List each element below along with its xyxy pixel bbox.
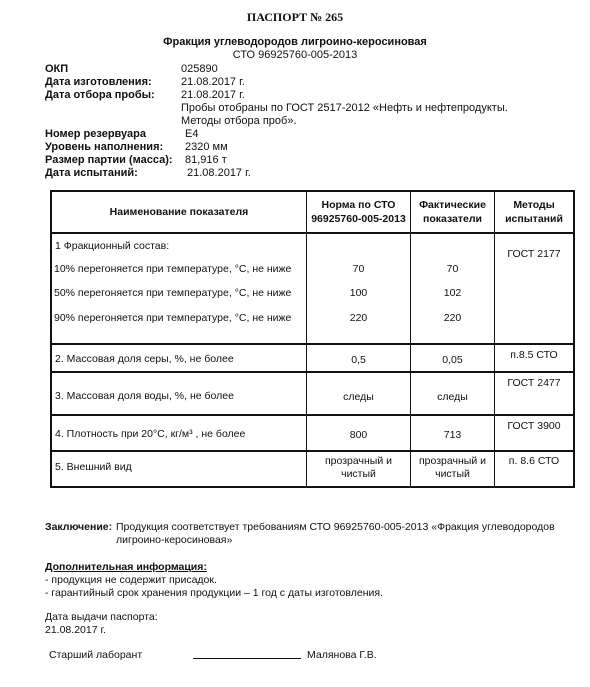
meta-label-okp: ОКП: [45, 63, 69, 75]
row2-norm-cell: [307, 344, 411, 372]
row1-sub3-fact: 220: [443, 312, 462, 324]
table-row: [51, 415, 574, 451]
row5-method-cell: [495, 451, 575, 487]
signature-line: [193, 658, 301, 659]
signature-name: Малянова Г.В.: [307, 649, 377, 661]
additional-info-item: - продукция не содержит присадок.: [45, 574, 217, 586]
conclusion-text-line1: Продукция соответствует требованиям СТО 96925760-005-2013 «Фракция углеводородов: [116, 521, 555, 533]
meta-value-okp: 025890: [181, 63, 218, 75]
header-method: [495, 191, 575, 233]
row5-norm-line2: чистый: [341, 468, 376, 480]
header-norm: [307, 191, 411, 233]
meta-value-batch-size: 81,916 т: [185, 154, 227, 166]
row3-method: ГОСТ 2477: [507, 377, 561, 389]
row1-method-cell: [495, 233, 575, 344]
row2-norm: 0,5: [351, 354, 366, 366]
header-method-line2: испытаний: [505, 213, 563, 225]
product-name: Фракция углеводородов лигроино-керосиновая: [163, 36, 427, 48]
row1-sub2-norm: 100: [349, 287, 368, 299]
row3-fact: следы: [437, 391, 468, 403]
issue-date-label: Дата выдачи паспорта:: [45, 611, 158, 623]
row5-name-cell: [51, 451, 307, 487]
row3-norm-cell: [307, 372, 411, 415]
header-fact-line2: показатели: [422, 213, 482, 225]
meta-value-fill-level: 2320 мм: [185, 141, 228, 153]
signature-position: Старший лаборант: [49, 649, 143, 661]
header-norm-line2: 96925760-005-2013: [311, 213, 406, 225]
passport-title: ПАСПОРТ № 265: [246, 10, 344, 24]
row1-title: 1 Фракционный состав:: [55, 240, 170, 252]
row1-fact-cell: [411, 233, 495, 344]
row1-sub3-name: 90% перегоняется при температуре, °С, не ниже: [54, 312, 292, 324]
header-norm-line1: Норма по СТО: [321, 199, 396, 211]
meta-value-manufacture-date: 21.08.2017 г.: [181, 76, 245, 88]
row4-method-cell: [495, 415, 575, 451]
row3-fact-cell: [411, 372, 495, 415]
row1-sub2-name: 50% перегоняется при температуре, °С, не ниже: [54, 287, 292, 299]
row5-norm-cell: [307, 451, 411, 487]
header-fact-line1: Фактические: [419, 199, 486, 211]
conclusion-label: Заключение:: [45, 521, 113, 533]
meta-label-fill-level: Уровень наполнения:: [45, 141, 164, 153]
row3-method-cell: [495, 372, 575, 415]
row1-sub3-norm: 220: [349, 312, 368, 324]
row1-method: ГОСТ 2177: [507, 248, 561, 260]
product-standard: СТО 96925760-005-2013: [232, 49, 358, 61]
meta-sampling-note-1: Пробы отобраны по ГОСТ 2517-2012 «Нефть и нефтепродукты.: [181, 102, 508, 114]
row2-fact-cell: [411, 344, 495, 372]
row4-fact: 713: [443, 429, 462, 441]
row5-fact-line2: чистый: [435, 468, 470, 480]
meta-label-sample-date: Дата отбора пробы:: [45, 89, 155, 101]
meta-value-test-date: 21.08.2017 г.: [187, 167, 251, 179]
row3-name-cell: [51, 372, 307, 415]
row4-norm: 800: [349, 429, 368, 441]
row4-norm-cell: [307, 415, 411, 451]
row2-fact: 0,05: [442, 354, 463, 366]
table-row: [51, 451, 574, 487]
row2-method-cell: [495, 344, 575, 372]
conclusion-text-line2: лигроино-керосиновая»: [116, 534, 233, 546]
header-method-line1: Методы: [513, 199, 555, 211]
row1-norm-cell: [307, 233, 411, 344]
meta-value-tank: Е4: [185, 128, 199, 140]
row4-fact-cell: [411, 415, 495, 451]
row5-norm-line1: прозрачный и: [325, 455, 392, 467]
row4-name: 4. Плотность при 20°С, кг/м³ , не более: [55, 428, 246, 440]
row2-method: п.8.5 СТО: [510, 349, 558, 361]
row3-name: 3. Массовая доля воды, %, не более: [55, 390, 234, 402]
header-name-text: Наименование показателя: [109, 206, 249, 218]
row5-method: п. 8.6 СТО: [508, 455, 560, 467]
row1-sub1-fact: 70: [446, 263, 459, 275]
additional-info-label: Дополнительная информация:: [45, 561, 207, 573]
header-name: [51, 191, 307, 233]
header-fact: [411, 191, 495, 233]
row4-name-cell: [51, 415, 307, 451]
meta-label-manufacture-date: Дата изготовления:: [45, 76, 152, 88]
row1-sub2-fact: 102: [443, 287, 462, 299]
row5-name: 5. Внешний вид: [55, 461, 132, 473]
issue-date-value: 21.08.2017 г.: [45, 624, 106, 636]
row4-method: ГОСТ 3900: [507, 420, 561, 432]
meta-sampling-note-2: Методы отбора проб».: [181, 115, 297, 127]
row2-name-cell: [51, 344, 307, 372]
table-row: [51, 233, 574, 344]
row2-name: 2. Массовая доля серы, %, не более: [55, 353, 234, 365]
test-results-table: [50, 190, 575, 488]
row1-sub1-norm: 70: [352, 263, 365, 275]
row3-norm: следы: [343, 391, 374, 403]
meta-label-tank: Номер резервуара: [45, 128, 146, 140]
row1-sub1-name: 10% перегоняется при температуре, °С, не ниже: [54, 263, 292, 275]
additional-info-item: - гарантийный срок хранения продукции – 1 год с даты изготовления.: [45, 587, 383, 599]
meta-label-test-date: Дата испытаний:: [45, 167, 138, 179]
meta-label-batch-size: Размер партии (масса):: [45, 154, 173, 166]
row1-name-cell: [51, 233, 307, 344]
row5-fact-line1: прозрачный и: [419, 455, 486, 467]
table-header-row: [51, 191, 574, 233]
table-row: [51, 344, 574, 372]
table-row: [51, 372, 574, 415]
meta-value-sample-date: 21.08.2017 г.: [181, 89, 245, 101]
row5-fact-cell: [411, 451, 495, 487]
